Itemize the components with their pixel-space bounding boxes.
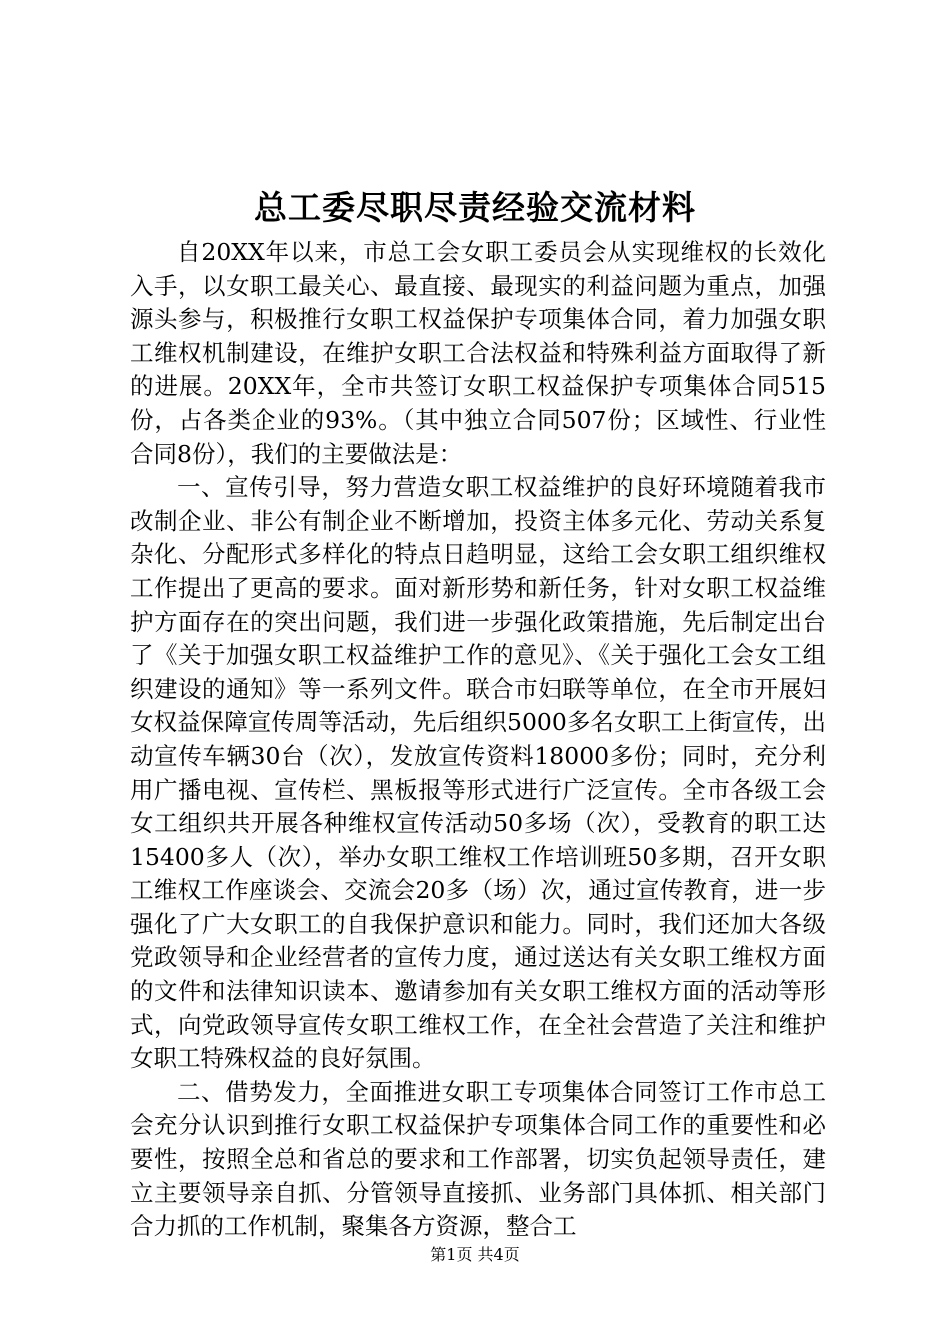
page-number: 第1页 共4页 [430,1245,520,1264]
document-title: 总工委尽职尽责经验交流材料 [254,188,696,227]
paragraph-section-one: 一、宣传引导，努力营造女职工权益维护的良好环境随着我市改制企业、非公有制企业不断增加，投资主体多元化、劳动关系复杂化、分配形式多样化的特点日趋明显，这给工会女职工组织维权工作提出了更高的要求。面对新形势和新任务，针对女职工权益维护方面存在的突出问题，我们进一步强化政策措施，先后制定出台了《关于加强女职工权益维护工作的意见》、《关于强化工会女工组织建设的通知》等一系列文件。联合市妇联等单位，在全市开展妇女权益保障宣传周等活动，先后组织5000多名女职工上街宣传，出动宣传车辆30台（次），发放宣传资料18000多份；同时，充分利用广播电视、宣传栏、黑板报等形式进行广泛宣传。全市各级工会女工组织共开展各种维权宣传活动50多场（次），受教育的职工达15400多人（次），举办女职工维权工作培训班50多期，召开女职工维权工作座谈会、交流会20多（场）次，通过宣传教育，进一步强化了广大女职工的自我保护意识和能力。同时，我们还加大各级党政领导和企业经营者的宣传力度，通过送达有关女职工维权方面的文件和法律知识读本、邀请参加有关女职工维权方面的活动等形式，向党政领导宣传女职工维权工作，在全社会营造了关注和维护女职工特殊权益的良好氛围。 [130,473,826,1073]
paragraph-section-two: 二、借势发力，全面推进女职工专项集体合同签订工作市总工会充分认识到推行女职工权益保护专项集体合同工作的重要性和必要性，按照全总和省总的要求和工作部署，切实负起领导责任，建立主要领导亲自抓、分管领导直接抓、业务部门具体抓、相关部门合力抓的工作机制，聚集各方资源，整合工 [130,1077,826,1241]
paragraph-intro: 自20XX年以来，市总工会女职工委员会从实现维权的长效化入手，以女职工最关心、最直接、最现实的利益问题为重点，加强源头参与，积极推行女职工权益保护专项集体合同，着力加强女职工维权机制建设，在维护女职工合法权益和特殊利益方面取得了新的进展。20XX年，全市共签订女职工权益保护专项集体合同515份，占各类企业的93%。（其中独立合同507份；区域性、行业性合同8份），我们的主要做法是： [130,238,826,468]
page-footer [0,1244,950,1266]
document-body [130,236,826,1244]
